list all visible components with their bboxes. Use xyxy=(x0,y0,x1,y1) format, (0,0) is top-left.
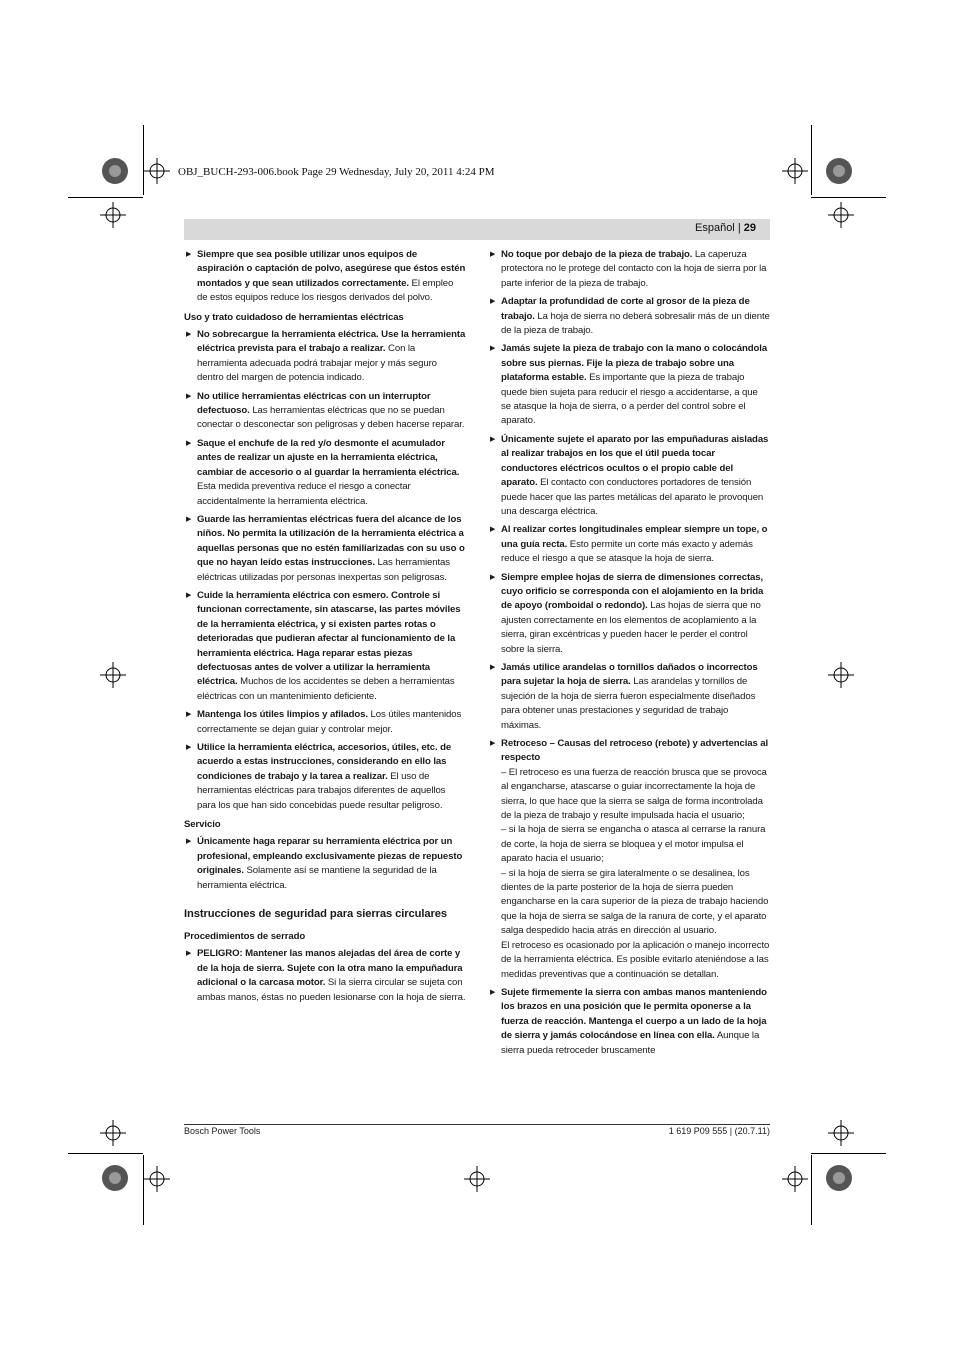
left-column xyxy=(184,248,466,1009)
bullet-triangle-icon: ▶ xyxy=(186,392,192,400)
crosshair-icon xyxy=(464,1166,490,1192)
print-slug: OBJ_BUCH-293-006.book Page 29 Wednesday, July 20, 2011 4:24 PM xyxy=(178,166,495,178)
list-item: ▶ Saque el enchufe de la red y/o desmonte el acumulador antes de realizar un ajuste en la herramienta eléctrica, cambiar de accesorio o al guardar la herramienta eléctrica. Esta medida preventiva reduce el riesgo a conectar accidentalmente la herramienta eléctrica. xyxy=(186,437,460,507)
crop-mark xyxy=(68,197,143,198)
footer-rule xyxy=(184,1124,770,1125)
crop-mark xyxy=(811,125,812,195)
retroceso-paragraph: El retroceso es ocasionado por la aplicación o manejo incorrecto de la herramienta eléctrica. Es posible evitarlo ateniéndose a las medidas preventivas que a continuación se detallan. xyxy=(501,939,770,980)
list-item: ▶ Únicamente sujete el aparato por las empuñaduras aisladas al realizar trabajos en los que el útil pueda tocar conductores eléctricos ocultos o el propio cable del aparato. El contacto con conductores portadores de tensión puede hacer que las partes metálicas del aparato le provoquen una descarga eléctrica. xyxy=(490,433,769,517)
list-item: ▶ No toque por debajo de la pieza de trabajo. La caperuza protectora no le protege del contacto con la hoja de sierra por la parte inferior de la pieza de trabajo. xyxy=(490,249,767,289)
crop-mark xyxy=(68,1153,143,1154)
list-item: ▶ Jamás sujete la pieza de trabajo con la mano o colocándola sobre sus piernas. Fije la pieza de trabajo sobre una plataforma estable. Es importante que la pieza de trabajo quede bien sujeta para reducir el riesgo a accidentarse, a que se atasque la hoja de sierra, o a perder del control sobre el aparato. xyxy=(490,343,768,427)
bullet-triangle-icon: ▶ xyxy=(490,435,496,443)
list-item: ▶ PELIGRO: Mantener las manos alejadas del área de corte y de la hoja de sierra. Sujete con la otra mano la empuñadura adicional o la carcasa motor. Si la sierra circular se sujeta con ambas manos, éstas no pueden lesionarse con la hoja de sierra. xyxy=(186,948,466,1003)
crosshair-icon xyxy=(782,1166,808,1192)
registration-mark-icon xyxy=(824,156,854,186)
retroceso-paragraph: – si la hoja de sierra se engancha o atasca al cerrarse la ranura de corte, la hoja de sierra se bloquea y el motor impulsa el aparato hacia el usuario; xyxy=(501,824,766,865)
crop-mark xyxy=(811,197,886,198)
crosshair-icon xyxy=(828,1120,854,1146)
list-item: ▶ Adaptar la profundidad de corte al grosor de la pieza de trabajo. La hoja de sierra no deberá sobresalir más de un diente de la pieza de trabajo. xyxy=(490,296,770,337)
list-item: ▶ Sujete firmemente la sierra con ambas manos manteniendo los brazos en una posición que le permita oponerse a la fuerza de reacción. Mantenga el cuerpo a un lado de la hoja de sierra y jamás colocándose en línea con ella. Aunque la sierra pueda retroceder bruscamente xyxy=(490,986,767,1056)
bullet-triangle-icon: ▶ xyxy=(490,251,496,258)
bullet-triangle-icon: ▶ xyxy=(186,950,192,958)
registration-mark-icon xyxy=(100,1163,130,1193)
list-item: ▶ No utilice herramientas eléctricas con un interruptor defectuoso. Las herramientas eléctricas que no se puedan conectar o desconectar son peligrosas y deben hacerse reparar. xyxy=(186,390,465,431)
list-item: ▶ Guarde las herramientas eléctricas fuera del alcance de los niños. No permita la utilización de la herramienta eléctrica a aquellas personas que no estén familiarizadas con su uso o que no hayan leído estas instrucciones. Las herramientas eléctricas utilizadas por personas inexpertas son peligrosas. xyxy=(186,513,465,583)
list-item: ▶ Al realizar cortes longitudinales emplear siempre un tope, o una guía recta. Esto permite un corte más exacto y además reduce el riesgo a que se atasque la hoja de sierra. xyxy=(490,524,768,565)
section-title: Instrucciones de seguridad para sierras circulares xyxy=(184,908,448,921)
crop-mark xyxy=(811,1153,886,1154)
list-item: ▶ No sobrecargue la herramienta eléctrica. Use la herramienta eléctrica prevista para el trabajo a realizar. Con la herramienta adecuada podrá trabajar mejor y más seguro dentro del margen de potencia indicado. xyxy=(186,329,466,384)
crosshair-icon xyxy=(828,202,854,228)
right-column xyxy=(488,248,770,1062)
bullet-triangle-icon: ▶ xyxy=(186,251,192,258)
header-language: Español xyxy=(695,222,735,234)
bullet-triangle-icon: ▶ xyxy=(490,345,496,353)
crosshair-icon xyxy=(100,662,126,688)
subsection-heading: Servicio xyxy=(184,819,221,831)
bullet-triangle-icon: ▶ xyxy=(186,744,192,751)
bullet-triangle-icon: ▶ xyxy=(186,439,192,447)
list-item: ▶ Utilice la herramienta eléctrica, accesorios, útiles, etc. de acuerdo a estas instrucciones, considerando en ello las condiciones de trabajo y la tarea a realizar. El uso de herramientas eléctricas para trabajos diferentes de aquellos para los que han sido concebidas puede resultar peligroso. xyxy=(186,742,452,811)
list-item: ▶ Jamás utilice arandelas o tornillos dañados o incorrectos para sujetar la hoja de sierra. Las arandelas y tornillos de sujeción de la hoja de sierra fueron especialmente diseñados para obtener unas prestaciones y seguridad de trabajo máximas. xyxy=(490,661,758,731)
list-item: ▶ Retroceso – Causas del retroceso (rebote) y advertencias al respecto xyxy=(490,738,769,764)
crosshair-icon xyxy=(144,1166,170,1192)
retroceso-paragraph: – si la hoja de sierra se gira lateralmente o se desalinea, los dientes de la parte posterior de la hoja de sierra pueden engancharse en la cara superior de la pieza de trabajo haciendo que la hoja de sierra se salga de la ranura de corte, y el aparato salga despedido hacia atrás en dirección al usuario. xyxy=(501,867,769,937)
bullet-triangle-icon: ▶ xyxy=(490,663,496,671)
subsection-heading: Procedimientos de serrado xyxy=(184,931,306,943)
bullet-triangle-icon: ▶ xyxy=(186,331,192,339)
footer-brand: Bosch Power Tools xyxy=(184,1126,261,1136)
list-item: ▶ Siempre que sea posible utilizar unos equipos de aspiración o captación de polvo, asegúrese que éstos estén montados y que sean utilizados correctamente. El empleo de estos equipos reduce los riesgos derivados del polvo. xyxy=(186,249,466,304)
crop-mark xyxy=(143,125,144,195)
bullet-triangle-icon: ▶ xyxy=(490,740,496,747)
crop-mark xyxy=(811,1155,812,1225)
page-number: 29 xyxy=(743,222,756,234)
list-item: ▶ Cuide la herramienta eléctrica con esmero. Controle si funcionan correctamente, sin atascarse, las partes móviles de la herramienta eléctrica, y si existen partes rotas o deterioradas que pudieran afectar al funcionamiento de la herramienta eléctrica. Haga reparar estas piezas defectuosas antes de volver a utilizar la herramienta eléctrica. Muchos de los accidentes se deben a herramientas eléctricas con un mantenimiento deficiente. xyxy=(186,589,461,702)
crosshair-icon xyxy=(144,158,170,184)
list-item: ▶ Mantenga los útiles limpios y afilados. Los útiles mantenidos correctamente se dejan guiar y controlar mejor. xyxy=(186,709,462,735)
registration-mark-icon xyxy=(824,1163,854,1193)
retroceso-paragraph: – El retroceso es una fuerza de reacción brusca que se provoca al engancharse, atascarse o guiar incorrectamente la hoja de sierra, lo que hace que la sierra se salga de forma incontrolada de la pieza de trabajo y resulte impulsada hacia el usuario; xyxy=(501,766,767,822)
bullet-triangle-icon: ▶ xyxy=(186,711,192,719)
bullet-triangle-icon: ▶ xyxy=(490,988,496,996)
bullet-triangle-icon: ▶ xyxy=(490,573,496,581)
bullet-triangle-icon: ▶ xyxy=(490,526,496,534)
crosshair-icon xyxy=(100,202,126,228)
page-header: Español | 29 xyxy=(184,219,770,240)
registration-mark-icon xyxy=(100,156,130,186)
crop-mark xyxy=(143,1155,144,1225)
subsection-heading: Uso y trato cuidadoso de herramientas eléctricas xyxy=(184,311,404,323)
crosshair-icon xyxy=(100,1120,126,1146)
bullet-triangle-icon: ▶ xyxy=(186,838,192,846)
footer-doc-number: 1 619 P09 555 | (20.7.11) xyxy=(668,1126,770,1136)
list-item: ▶ Únicamente haga reparar su herramienta eléctrica por un profesional, empleando exclusivamente piezas de repuesto originales. Solamente así se mantiene la seguridad de la herramienta eléctrica. xyxy=(186,836,463,891)
bullet-triangle-icon: ▶ xyxy=(186,515,192,523)
list-item: ▶ Siempre emplee hojas de sierra de dimensiones correctas, cuyo orificio se corresponda con el alojamiento en la brida de apoyo (romboidal o redondo). Las hojas de sierra que no ajusten correctamente en los elementos de acoplamiento a la sierra, giran excéntricas y pueden hacer le perder el control sobre la sierra. xyxy=(490,571,764,655)
bullet-triangle-icon: ▶ xyxy=(490,298,496,306)
crosshair-icon xyxy=(828,662,854,688)
bullet-triangle-icon: ▶ xyxy=(186,591,192,599)
crosshair-icon xyxy=(782,158,808,184)
